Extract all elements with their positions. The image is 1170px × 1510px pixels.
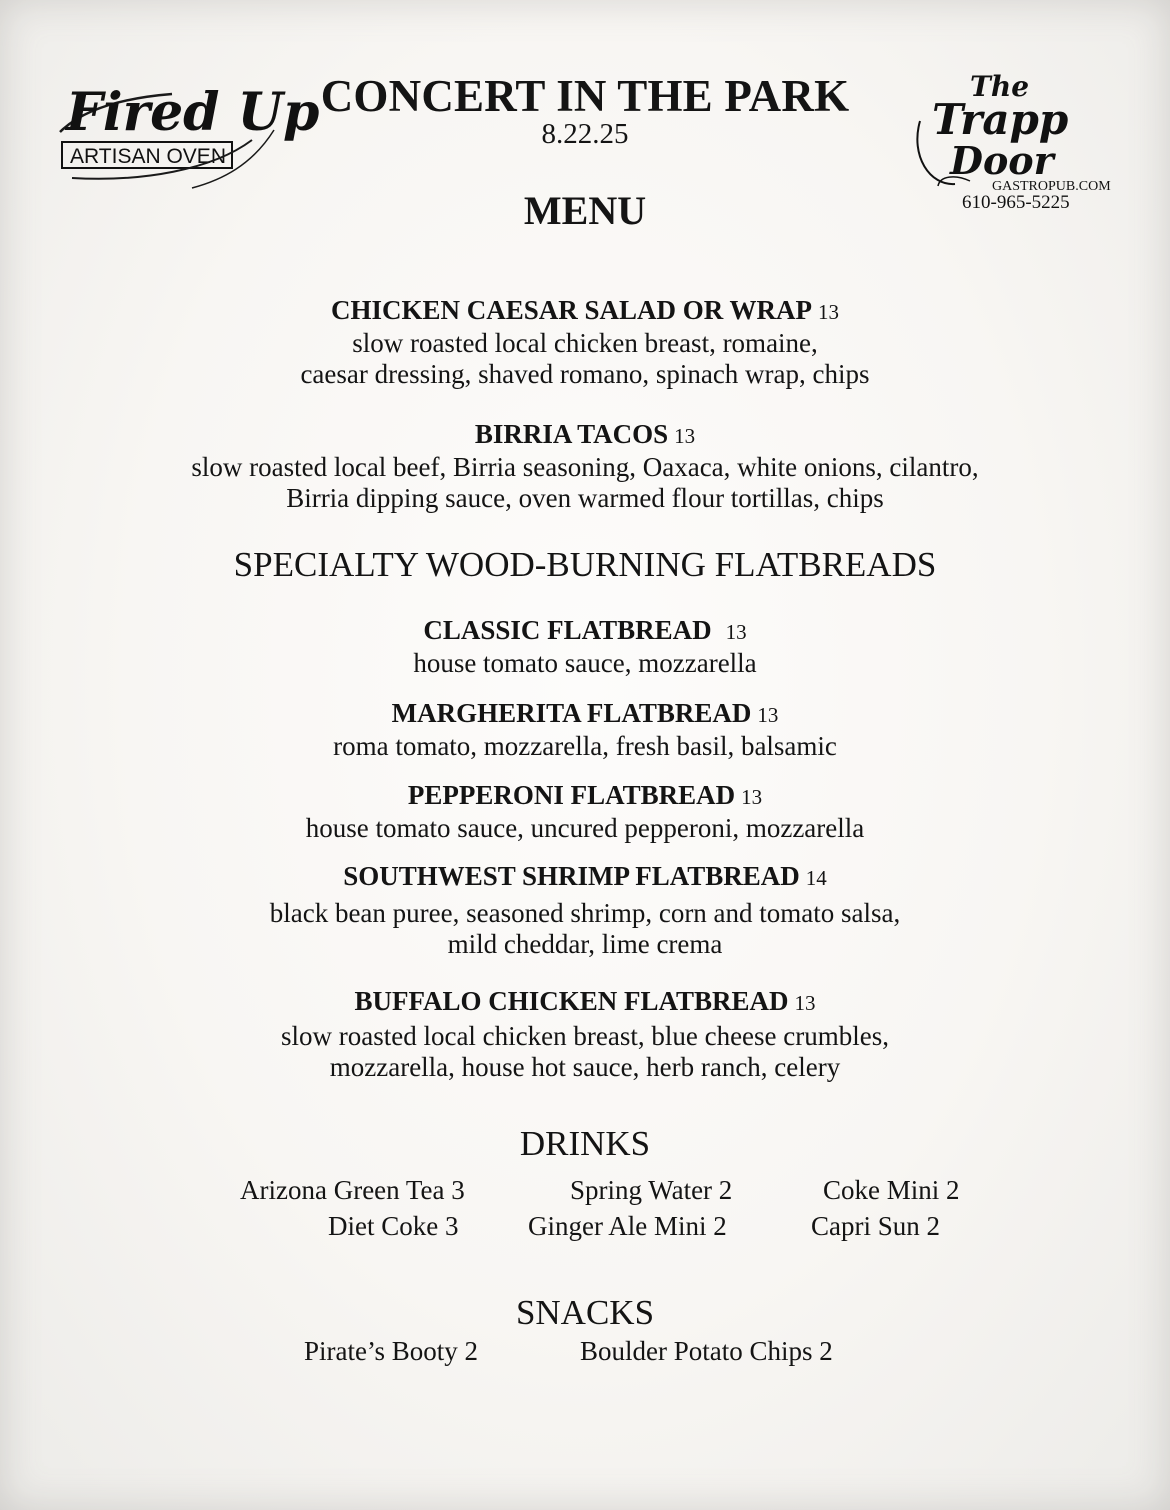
drink-item: Arizona Green Tea 3	[240, 1175, 465, 1205]
item-name-row	[0, 860, 1170, 894]
item-description: Birria dipping sauce, oven warmed flour tortillas, chips	[286, 483, 884, 513]
event-date: 8.22.25	[541, 118, 629, 150]
item-name-row	[0, 294, 1170, 328]
item-description: caesar dressing, shaved romano, spinach wrap, chips	[300, 359, 870, 389]
trapp-door-logo-trapp: Trapp	[932, 95, 1069, 144]
item-description: slow roasted local chicken breast, blue cheese crumbles,	[280, 1021, 889, 1051]
item-description: slow roasted local beef, Birria seasoning, Oaxaca, white onions, cilantro,	[191, 452, 979, 482]
menu-item-classic-flatbread	[0, 614, 1170, 679]
snack-item: Boulder Potato Chips 2	[580, 1336, 833, 1366]
item-description: mozzarella, house hot sauce, herb ranch, celery	[329, 1052, 841, 1082]
item-name: CHICKEN CAESAR SALAD OR WRAP	[330, 295, 813, 325]
item-price: 13	[725, 620, 747, 644]
drinks-heading: DRINKS	[519, 1124, 651, 1163]
item-description: slow roasted local chicken breast, romaine,	[352, 328, 818, 358]
menu-item-birria-tacos	[0, 418, 1170, 514]
snack-item: Pirate’s Booty 2	[304, 1336, 478, 1366]
drink-item: Ginger Ale Mini 2	[528, 1211, 727, 1241]
artisan-oven-text: ARTISAN OVEN	[70, 145, 226, 168]
item-price: 13	[741, 785, 763, 809]
fired-up-logo-text: Fired Up	[66, 82, 320, 143]
menu-heading: MENU	[523, 188, 647, 233]
item-price: 13	[757, 703, 779, 727]
item-description: mild cheddar, lime crema	[447, 929, 723, 959]
item-description: house tomato sauce, mozzarella	[413, 648, 757, 678]
item-name: PEPPERONI FLATBREAD	[407, 780, 736, 810]
item-name: CLASSIC FLATBREAD	[423, 615, 712, 645]
flatbreads-heading: SPECIALTY WOOD-BURNING FLATBREADS	[233, 545, 937, 584]
item-name-row	[0, 697, 1170, 731]
drink-item: Diet Coke 3	[328, 1211, 459, 1241]
menu-item-chicken-caesar	[0, 294, 1170, 390]
item-description: black bean puree, seasoned shrimp, corn and tomato salsa,	[269, 898, 901, 928]
item-price: 13	[818, 300, 840, 324]
item-name: BUFFALO CHICKEN FLATBREAD	[354, 986, 789, 1016]
menu-item-buffalo-chicken-flatbread	[0, 985, 1170, 1083]
trapp-door-website: GASTROPUB.COM	[992, 179, 1111, 194]
trapp-door-logo-door: Door	[950, 138, 1054, 183]
item-name-row	[0, 614, 1170, 648]
item-price: 13	[794, 991, 816, 1015]
trapp-door-logo-the: The	[970, 70, 1030, 103]
item-name-row	[0, 779, 1170, 813]
item-name: SOUTHWEST SHRIMP FLATBREAD	[343, 861, 800, 891]
item-name: BIRRIA TACOS	[474, 419, 669, 449]
trapp-door-phone: 610-965-5225	[962, 192, 1070, 213]
item-name-row	[0, 985, 1170, 1019]
item-price: 13	[674, 424, 696, 448]
drink-item: Coke Mini 2	[823, 1175, 960, 1205]
item-name-row	[0, 418, 1170, 452]
item-name: MARGHERITA FLATBREAD	[391, 698, 752, 728]
menu-item-margherita-flatbread	[0, 697, 1170, 762]
menu-item-pepperoni-flatbread	[0, 779, 1170, 844]
item-description: roma tomato, mozzarella, fresh basil, balsamic	[333, 731, 837, 761]
item-description: house tomato sauce, uncured pepperoni, mozzarella	[305, 813, 865, 843]
item-price: 14	[805, 866, 827, 890]
event-title: CONCERT IN THE PARK	[320, 71, 850, 121]
snacks-heading: SNACKS	[515, 1293, 655, 1332]
menu-item-southwest-shrimp-flatbread	[0, 860, 1170, 960]
drink-item: Spring Water 2	[570, 1175, 733, 1205]
drink-item: Capri Sun 2	[811, 1211, 941, 1241]
